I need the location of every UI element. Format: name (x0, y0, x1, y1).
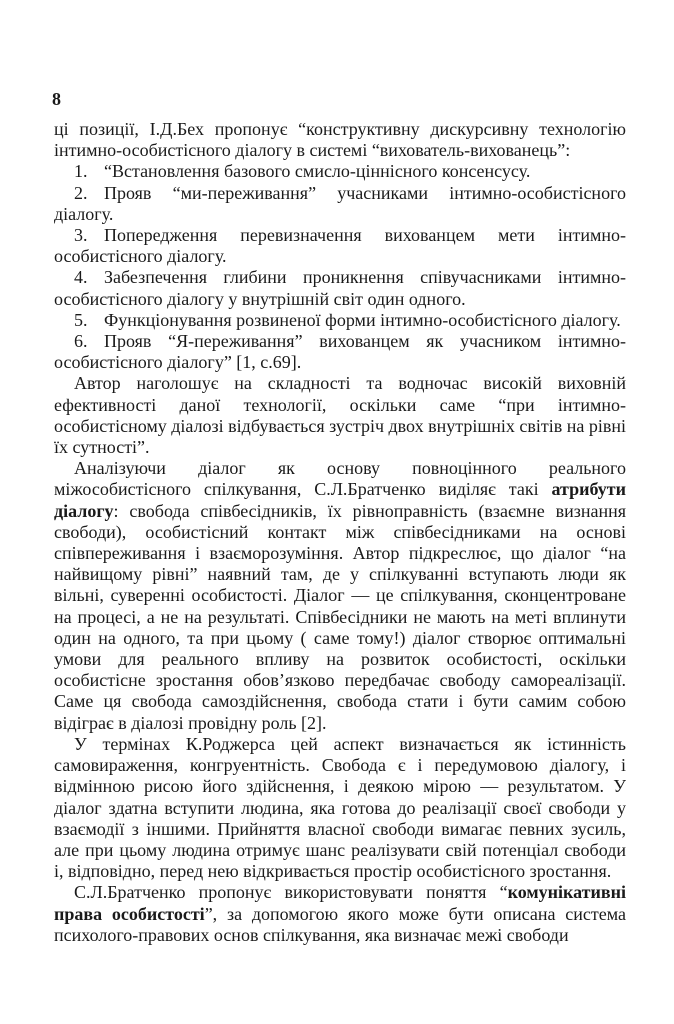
list-item-number: 2. (74, 182, 88, 203)
author-paragraph: Автор наголошує на складності та водночас високій виховній ефективності даної технології, оскільки саме “при інтимно-особистісному діалозі відбувається зустріч двох внутрішніх світів на рівні їх сутності”. (54, 373, 626, 458)
final-text-start: С.Л.Братченко пропонує використовувати поняття “ (74, 882, 508, 903)
list-item-text: Функціонування розвиненої форми інтимно-особистісного діалогу. (104, 309, 621, 330)
list-item-text: Прояв “ми-переживання” учасниками інтимно-особистісного діалогу. (54, 182, 626, 224)
list-item (54, 161, 626, 182)
list-item-number: 1. (74, 161, 88, 182)
analysis-text-end: : свобода співбесідників, їх рівноправність (взаємне визнання свободи), особистісний контакт між співбесідниками на основі співпереживання і взаєморозуміння. Автор підкреслює, що діалог “на найвищому рівні” наявний там, де у спілкуванні вступають люди як вільні, суверенні особистості. Діалог — це спілкування, сконцентроване на процесі, а не на результаті. Співбесідники не мають на меті вплинути один на одного, та при цьому ( саме тому!) діалог створює оптимальні умови для реального впливу на розвиток особистості, оскільки особистісне зростання обов’язково передбачає свободу самореалізації. Саме ця свобода самоздійснення, свобода стати і бути самим собою відіграє в діалозі провідну роль [2]. (54, 500, 626, 733)
list-item-number: 4. (74, 267, 88, 288)
list-item (54, 267, 626, 309)
final-text-end: ”, за допомогою якого може бути описана система психолого-правових основ спілкування, яка визначає межі свободи (54, 903, 626, 945)
list-item-text: Забезпечення глибини проникнення співучасниками інтимно-особистісного діалогу у внутрішній світ один одного. (54, 267, 626, 309)
list-item-text: “Встановлення базового смисло-ціннісного консенсусу. (104, 161, 531, 182)
analysis-paragraph (54, 458, 626, 734)
page-number: 8 (52, 89, 61, 109)
list-item (54, 183, 626, 225)
body-text (54, 119, 626, 946)
rogers-paragraph: У термінах К.Роджерса цей аспект визначається як істинність самовираження, конгруентність. Свобода є і передумовою діалогу, і відмінною рисою його здійснення, і деякою мірою — результатом. У діалог здатна вступити людина, яка готова до реалізації своєї свободи у взаємодії з іншими. Прийняття власної свободи вимагає певних зусиль, але при цьому людина отримує шанс реалізувати свій потенціал свободи і, відповідно, перед нею відкривається простір особистісного зростання. (54, 733, 626, 882)
analysis-text-start: Аналізуючи діалог як основу повноцінного реального міжособистісного спілкування, С.Л.Братченко виділяє такі (54, 458, 626, 500)
list-item-number: 5. (74, 309, 88, 330)
analysis-bold-term: атрибути діалогу (54, 479, 626, 521)
intro-paragraph: ці позиції, І.Д.Бех пропонує “конструктивну дискурсивну технологію інтимно-особистісного діалогу в системі “вихователь-вихованець”: (54, 119, 626, 161)
list-item-number: 3. (74, 225, 88, 246)
list-item-number: 6. (74, 331, 88, 352)
final-paragraph (54, 882, 626, 946)
final-bold-term: комунікативні права особистості (54, 882, 626, 924)
list-item (54, 331, 626, 373)
list-item (54, 225, 626, 267)
list-item-text: Попередження перевизначення вихованцем мети інтимно-особистісного діалогу. (54, 225, 626, 267)
list-item-text: Прояв “Я-переживання” вихованцем як учасником інтимно-особистісного діалогу” [1, с.69]. (54, 331, 626, 373)
list-item (54, 310, 626, 331)
